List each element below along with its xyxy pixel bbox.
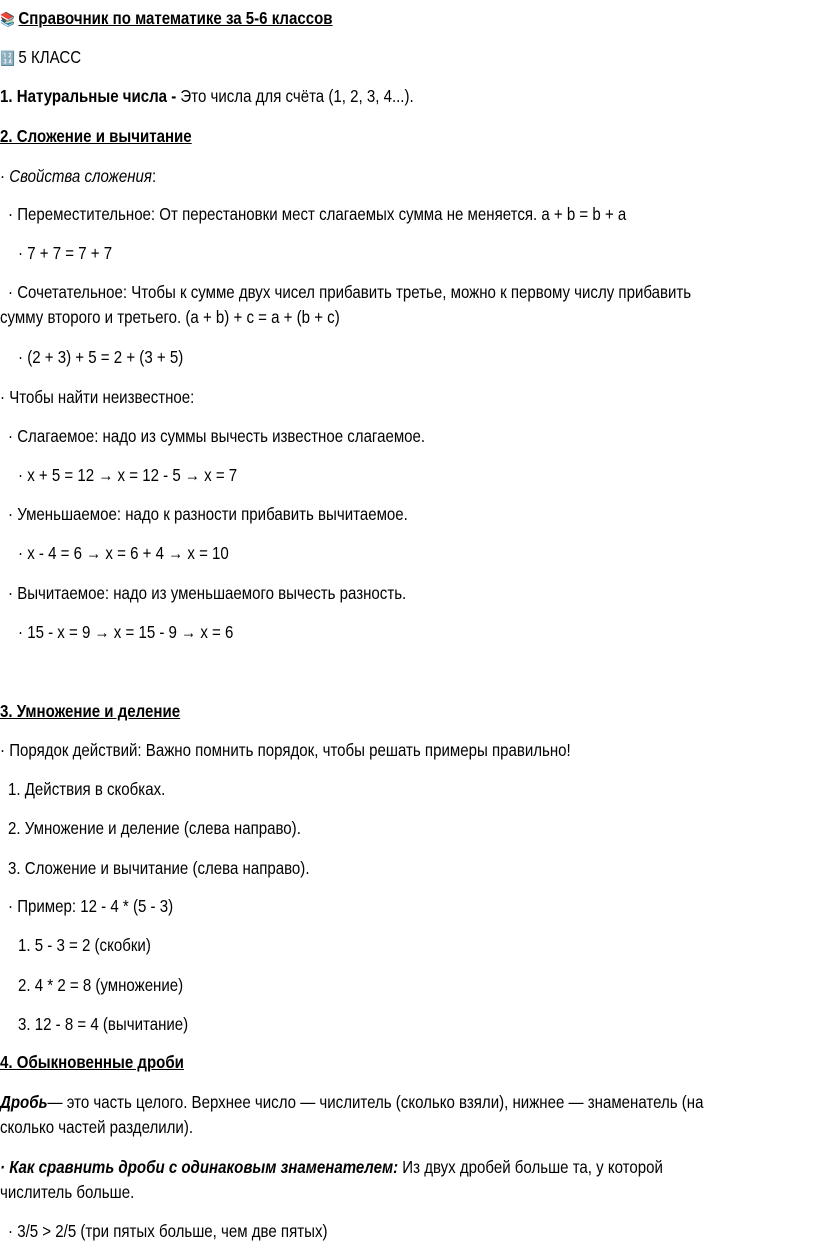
text-line: · (2 + 3) + 5 = 2 + (3 + 5)	[18, 347, 184, 367]
text-line: 2. 4 * 2 = 8 (умножение)	[18, 975, 184, 995]
text-line: сумму второго и третьего. (a + b) + c = a + (b + c)	[0, 307, 340, 327]
text-line: · x - 4 = 6 → x = 6 + 4 → x = 10	[18, 543, 229, 563]
text-line: числитель больше.	[0, 1182, 135, 1202]
text-line: 3. Сложение и вычитание (слева направо).	[8, 858, 310, 878]
section-3-heading: 3. Умножение и деление	[0, 701, 181, 721]
numbers-1234-icon: 🔢	[0, 50, 15, 66]
fraction-definition: Дробь— это часть целого. Верхнее число — числитель (сколько взяли), нижнее — знаменатель (на	[0, 1092, 704, 1112]
text-line: · Чтобы найти неизвестное:	[0, 387, 195, 407]
text-line: · 7 + 7 = 7 + 7	[18, 243, 113, 263]
books-icon: 📚	[0, 11, 15, 27]
section-1: 1. Натуральные числа - Это числа для счёта (1, 2, 3, 4...).	[0, 86, 414, 106]
text-line: · x + 5 = 12 → x = 12 - 5 → x = 7	[18, 465, 238, 485]
text-line: · Переместительное: От перестановки мест слагаемых сумма не меняется. a + b = b + a	[8, 204, 627, 224]
text-line: · Порядок действий: Важно помнить порядок, чтобы решать примеры правильно!	[0, 740, 571, 760]
text-line: · Уменьшаемое: надо к разности прибавить вычитаемое.	[8, 504, 408, 524]
text-line: 3. 12 - 8 = 4 (вычитание)	[18, 1014, 189, 1034]
text-line: · Вычитаемое: надо из уменьшаемого вычесть разность.	[8, 583, 407, 603]
grade-heading: 🔢 5 КЛАСС	[0, 47, 82, 67]
section-2-heading: 2. Сложение и вычитание	[0, 126, 192, 146]
text-line: · Слагаемое: надо из суммы вычесть известное слагаемое.	[8, 426, 426, 446]
text-line: 2. Умножение и деление (слева направо).	[8, 818, 301, 838]
text-line: 1. Действия в скобках.	[8, 779, 166, 799]
text-line: 1. 5 - 3 = 2 (скобки)	[18, 935, 151, 955]
text-line: · 15 - x = 9 → x = 15 - 9 → x = 6	[18, 622, 234, 642]
text-line: сколько частей разделили).	[0, 1117, 194, 1137]
text-line: · 3/5 > 2/5 (три пятых больше, чем две пятых)	[8, 1221, 328, 1241]
fraction-comparison: · Как сравнить дроби с одинаковым знаменателем: Из двух дробей больше та, у которой	[0, 1157, 663, 1177]
section-4-heading: 4. Обыкновенные дроби	[0, 1052, 184, 1072]
text-line: · Пример: 12 - 4 * (5 - 3)	[8, 896, 174, 916]
text-line: · Сочетательное: Чтобы к сумме двух чисел прибавить третье, можно к первому числу прибавить	[8, 282, 692, 302]
document-title: 📚 Справочник по математике за 5-6 классов	[0, 8, 333, 28]
addition-properties-label: · Свойства сложения:	[0, 166, 157, 186]
